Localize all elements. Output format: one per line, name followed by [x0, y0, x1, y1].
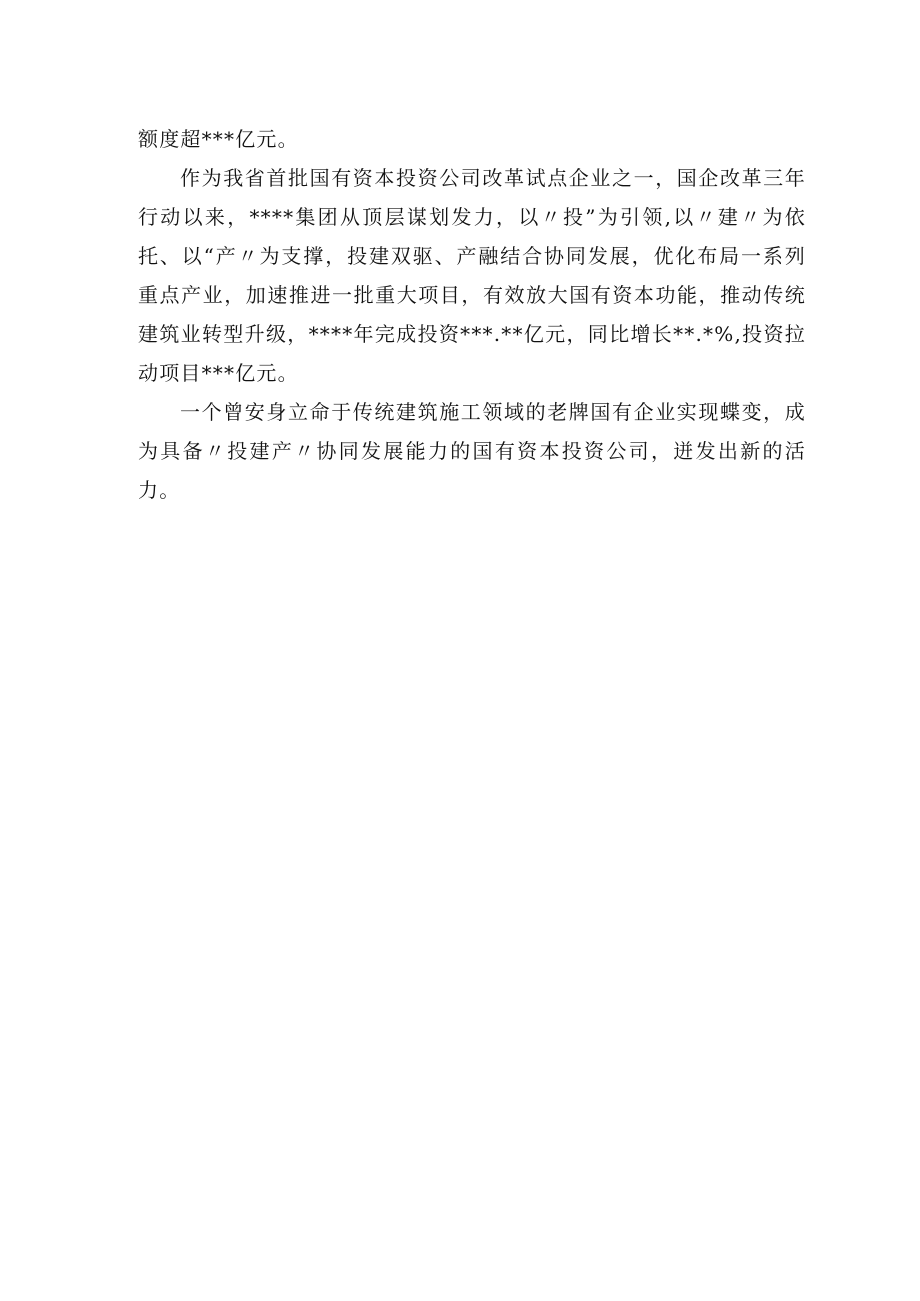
document-body: [138, 120, 806, 510]
paragraph-continuation: 额度超***亿元。: [138, 127, 299, 151]
paragraph-investment-reform: 作为我省首批国有资本投资公司改革试点企业之一，国企改革三年行动以来，****集团从顶层谋划发力，以〃投”为引领,以〃建〃为依托、以“产〃为支撑，投建双驱、产融结合协同发展，优化布局一系列重点产业，加速推进一批重大项目，有效放大国有资本功能，推动传统建筑业转型升级，****年完成投资***.**亿元，同比增长**.*%,投资拉动项目***亿元。: [138, 166, 806, 385]
paragraph-transformation: 一个曾安身立命于传统建筑施工领域的老牌国有企业实现蝶变，成为具备〃投建产〃协同发展能力的国有资本投资公司，迸发出新的活力。: [138, 400, 806, 502]
